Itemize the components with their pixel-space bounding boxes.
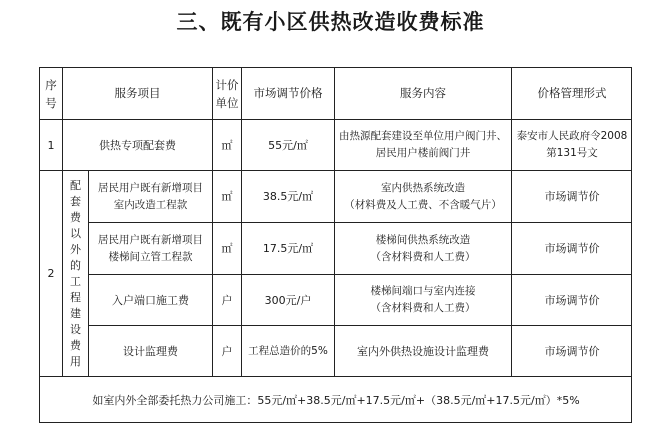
- sub1-mgmt: 市场调节价: [511, 170, 632, 222]
- row1-item: 供热专项配套费: [62, 119, 212, 170]
- row1-price: 55元/㎡: [241, 119, 334, 170]
- row2-seq: 2: [39, 170, 62, 376]
- sub3-item: 入户端口施工费: [88, 274, 212, 325]
- sub4-price: 工程总造价的5%: [241, 325, 334, 376]
- header-seq: 序 号: [39, 67, 62, 119]
- sub3-unit: 户: [212, 274, 241, 325]
- sub2-content: 楼梯间供热系统改造 （含材料费和人工费）: [334, 222, 511, 274]
- footer-formula: 如室内外全部委托热力公司施工：55元/㎡+38.5元/㎡+17.5元/㎡+（38.5元/㎡+17.5元/㎡）*5%: [39, 376, 632, 423]
- row1-content: 由热源配套建设至单位用户阀门井、 居民用户楼前阀门井: [334, 119, 511, 170]
- sub1-item: 居民用户既有新增项目 室内改造工程款: [88, 170, 212, 222]
- sub3-content: 楼梯间端口与室内连接 （含材料费和人工费）: [334, 274, 511, 325]
- header-content: 服务内容: [334, 67, 511, 119]
- sub1-unit: ㎡: [212, 170, 241, 222]
- sub3-mgmt: 市场调节价: [511, 274, 632, 325]
- page-title: 三、既有小区供热改造收费标准: [176, 10, 485, 34]
- sub3-price: 300元/户: [241, 274, 334, 325]
- sub4-mgmt: 市场调节价: [511, 325, 632, 376]
- sub2-item: 居民用户既有新增项目 楼梯间立管工程款: [88, 222, 212, 274]
- header-item: 服务项目: [62, 67, 212, 119]
- sub2-price: 17.5元/㎡: [241, 222, 334, 274]
- sub4-unit: 户: [212, 325, 241, 376]
- row1-unit: ㎡: [212, 119, 241, 170]
- sub4-content: 室内外供热设施设计监理费: [334, 325, 511, 376]
- sub2-unit: ㎡: [212, 222, 241, 274]
- sub1-price: 38.5元/㎡: [241, 170, 334, 222]
- sub2-mgmt: 市场调节价: [511, 222, 632, 274]
- header-unit: 计价 单位: [212, 67, 241, 119]
- row2-group-label: 配 套 费 以 外 的 工 程 建 设 费 用: [62, 170, 88, 376]
- sub4-item: 设计监理费: [88, 325, 212, 376]
- row1-seq: 1: [39, 119, 62, 170]
- header-mgmt: 价格管理形式: [511, 67, 632, 119]
- sub1-content: 室内供热系统改造 （材料费及人工费、不含暖气片）: [334, 170, 511, 222]
- row1-mgmt: 泰安市人民政府令2008 第131号文: [511, 119, 632, 170]
- header-price: 市场调节价格: [241, 67, 334, 119]
